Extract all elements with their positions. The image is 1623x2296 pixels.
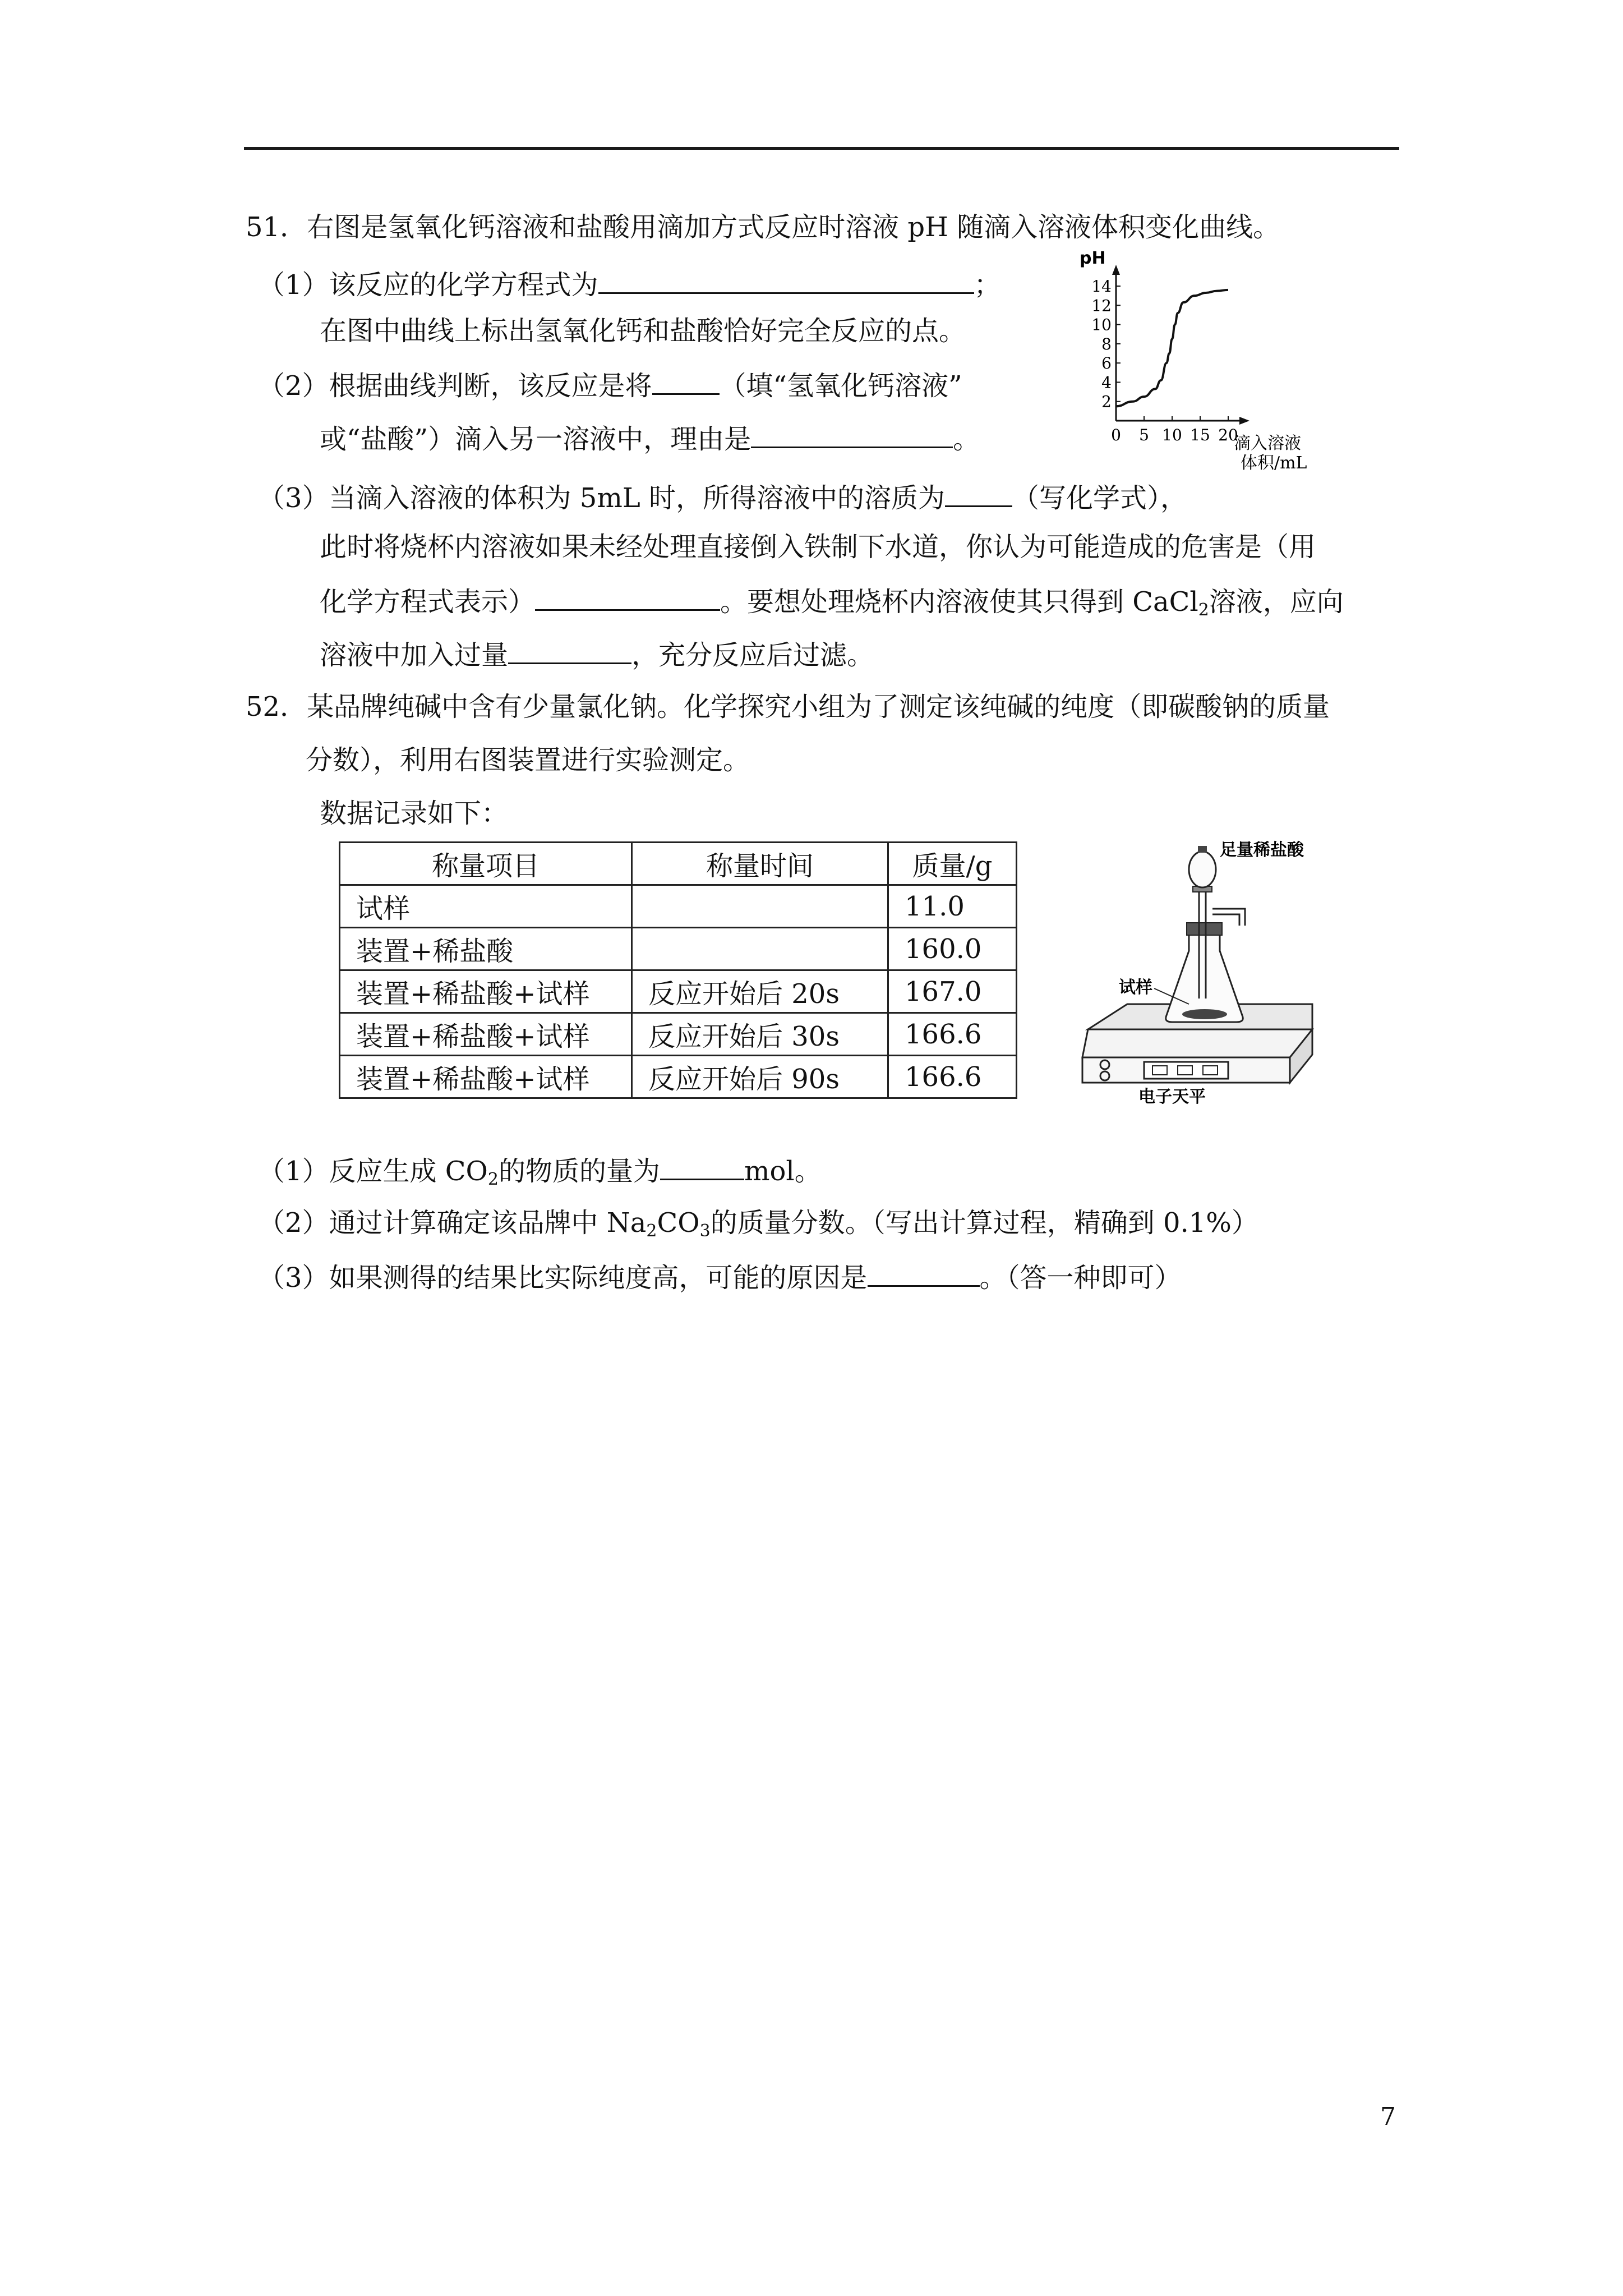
x-tick-label: 15: [1190, 426, 1210, 444]
answer-blank[interactable]: [660, 1153, 744, 1180]
q52-record-label: 数据记录如下：: [320, 798, 509, 829]
acid-label: 足量稀盐酸: [1220, 840, 1304, 860]
table-row: [340, 1013, 1017, 1056]
balance-top: [1082, 1029, 1312, 1057]
answer-blank[interactable]: [598, 266, 974, 294]
y-tick-label: 14: [1091, 277, 1112, 296]
table-header-row: [340, 843, 1017, 885]
separatory-funnel: [1189, 852, 1216, 887]
page-number: 7: [1380, 2102, 1396, 2131]
table-row: [340, 928, 1017, 970]
table-cell: 装置+稀盐酸: [340, 928, 632, 970]
y-tick-label: 6: [1101, 354, 1112, 373]
table-cell: 装置+稀盐酸+试样: [340, 970, 632, 1013]
conical-flask: [1166, 934, 1243, 1022]
table-row: [340, 885, 1017, 928]
table-cell: 装置+稀盐酸+试样: [340, 1056, 632, 1098]
q52-title-1: 52．某品牌纯碱中含有少量氯化钠。化学探究小组为了测定该纯碱的纯度（即碳酸钠的质量: [246, 691, 1330, 723]
x-tick-label: 0: [1111, 426, 1121, 444]
answer-blank[interactable]: [751, 421, 953, 448]
table-header: 称量项目: [340, 843, 632, 885]
q51-part2: （2）根据曲线判断，该反应是将 （填“氢氧化钙溶液”: [258, 367, 962, 403]
answer-blank[interactable]: [535, 583, 720, 611]
ph-curve-chart: [1077, 241, 1324, 477]
table-cell: 166.6: [888, 1013, 1017, 1056]
table-cell: 166.6: [888, 1056, 1017, 1098]
q52-title-2: 分数），利用右图装置进行实验测定。: [306, 744, 750, 776]
q52-part1: （1）反应生成 $CO_2$的物质的量为 mol。: [258, 1153, 822, 1197]
table-cell: 反应开始后 90s: [632, 1056, 888, 1098]
y-axis-arrow: [1112, 265, 1120, 275]
x-tick-label: 10: [1162, 426, 1182, 444]
table-cell: [632, 928, 888, 970]
table-cell: 装置+稀盐酸+试样: [340, 1013, 632, 1056]
answer-blank[interactable]: [945, 480, 1012, 507]
ph-curve: [1116, 290, 1228, 406]
rubber-stopper: [1187, 923, 1222, 935]
x-axis-arrow: [1239, 417, 1249, 425]
y-tick-label: 8: [1101, 334, 1112, 353]
q51-title: 51．右图是氢氧化钙溶液和盐酸用滴加方式反应时溶液 pH 随滴入溶液体积变化曲线。: [246, 211, 1280, 243]
table-row: [340, 1056, 1017, 1098]
table-cell: 160.0: [888, 928, 1017, 970]
y-tick-label: 12: [1091, 296, 1112, 315]
table-row: [340, 970, 1017, 1013]
table-cell: 反应开始后 20s: [632, 970, 888, 1013]
x-tick-label: 20: [1218, 426, 1238, 444]
table-cell: [632, 885, 888, 928]
chart-xlabel-1: 滴入溶液: [1234, 434, 1301, 453]
q51-part3: （3）当滴入溶液的体积为 5mL 时，所得溶液中的溶质为 （写化学式），: [258, 480, 1187, 515]
answer-blank[interactable]: [508, 637, 631, 664]
funnel-cap: [1198, 846, 1207, 853]
q52-part3: （3）如果测得的结果比实际纯度高，可能的原因是 。（答一种即可）: [258, 1259, 1182, 1295]
sample-label: 试样: [1119, 978, 1152, 997]
balance-display: [1144, 1062, 1228, 1079]
data-table: [339, 841, 1017, 1099]
chart-xlabel-2: 体积/mL: [1241, 453, 1307, 473]
table-cell: 反应开始后 30s: [632, 1013, 888, 1056]
y-tick-label: 10: [1091, 315, 1112, 334]
chart-ticks: [1091, 277, 1238, 444]
table-header: 称量时间: [632, 843, 888, 885]
q51-part1: （1）该反应的化学方程式为 ；: [258, 266, 1001, 302]
x-tick-label: 5: [1139, 426, 1149, 444]
q52-part2: （2）通过计算确定该品牌中 $Na_2CO_3$的质量分数。（写出计算过程，精确到 0.1%）: [258, 1207, 1258, 1241]
q51-part1-instruction: 在图中曲线上标出氢氧化钙和盐酸恰好完全反应的点。: [320, 315, 966, 347]
q51-part2-cont: 或“盐酸”）滴入另一溶液中，理由是 。: [320, 421, 980, 456]
table-header: 质量/g: [888, 843, 1017, 885]
table-cell: 167.0: [888, 970, 1017, 1013]
balance-label: 电子天平: [1138, 1087, 1206, 1105]
table-cell: 11.0: [888, 885, 1017, 928]
answer-blank[interactable]: [652, 367, 720, 395]
answer-blank[interactable]: [868, 1259, 980, 1287]
q51-part3-line2: 此时将烧杯内溶液如果未经处理直接倒入铁制下水道，你认为可能造成的危害是（用: [320, 531, 1316, 563]
table-cell: 试样: [340, 885, 632, 928]
chart-ylabel: pH: [1080, 249, 1106, 268]
y-tick-label: 2: [1101, 392, 1112, 411]
q51-part3-line4: 溶液中加入过量 ，充分反应后过滤。: [320, 637, 874, 672]
electronic-balance-apparatus: [1077, 836, 1335, 1105]
sample-solid: [1182, 1009, 1227, 1019]
header-rule: [244, 147, 1399, 150]
y-tick-label: 4: [1101, 373, 1112, 392]
q51-part3-line3: 化学方程式表示） 。要想处理烧杯内溶液使其只得到 CaCl$_2$溶液，应向: [320, 583, 1344, 627]
